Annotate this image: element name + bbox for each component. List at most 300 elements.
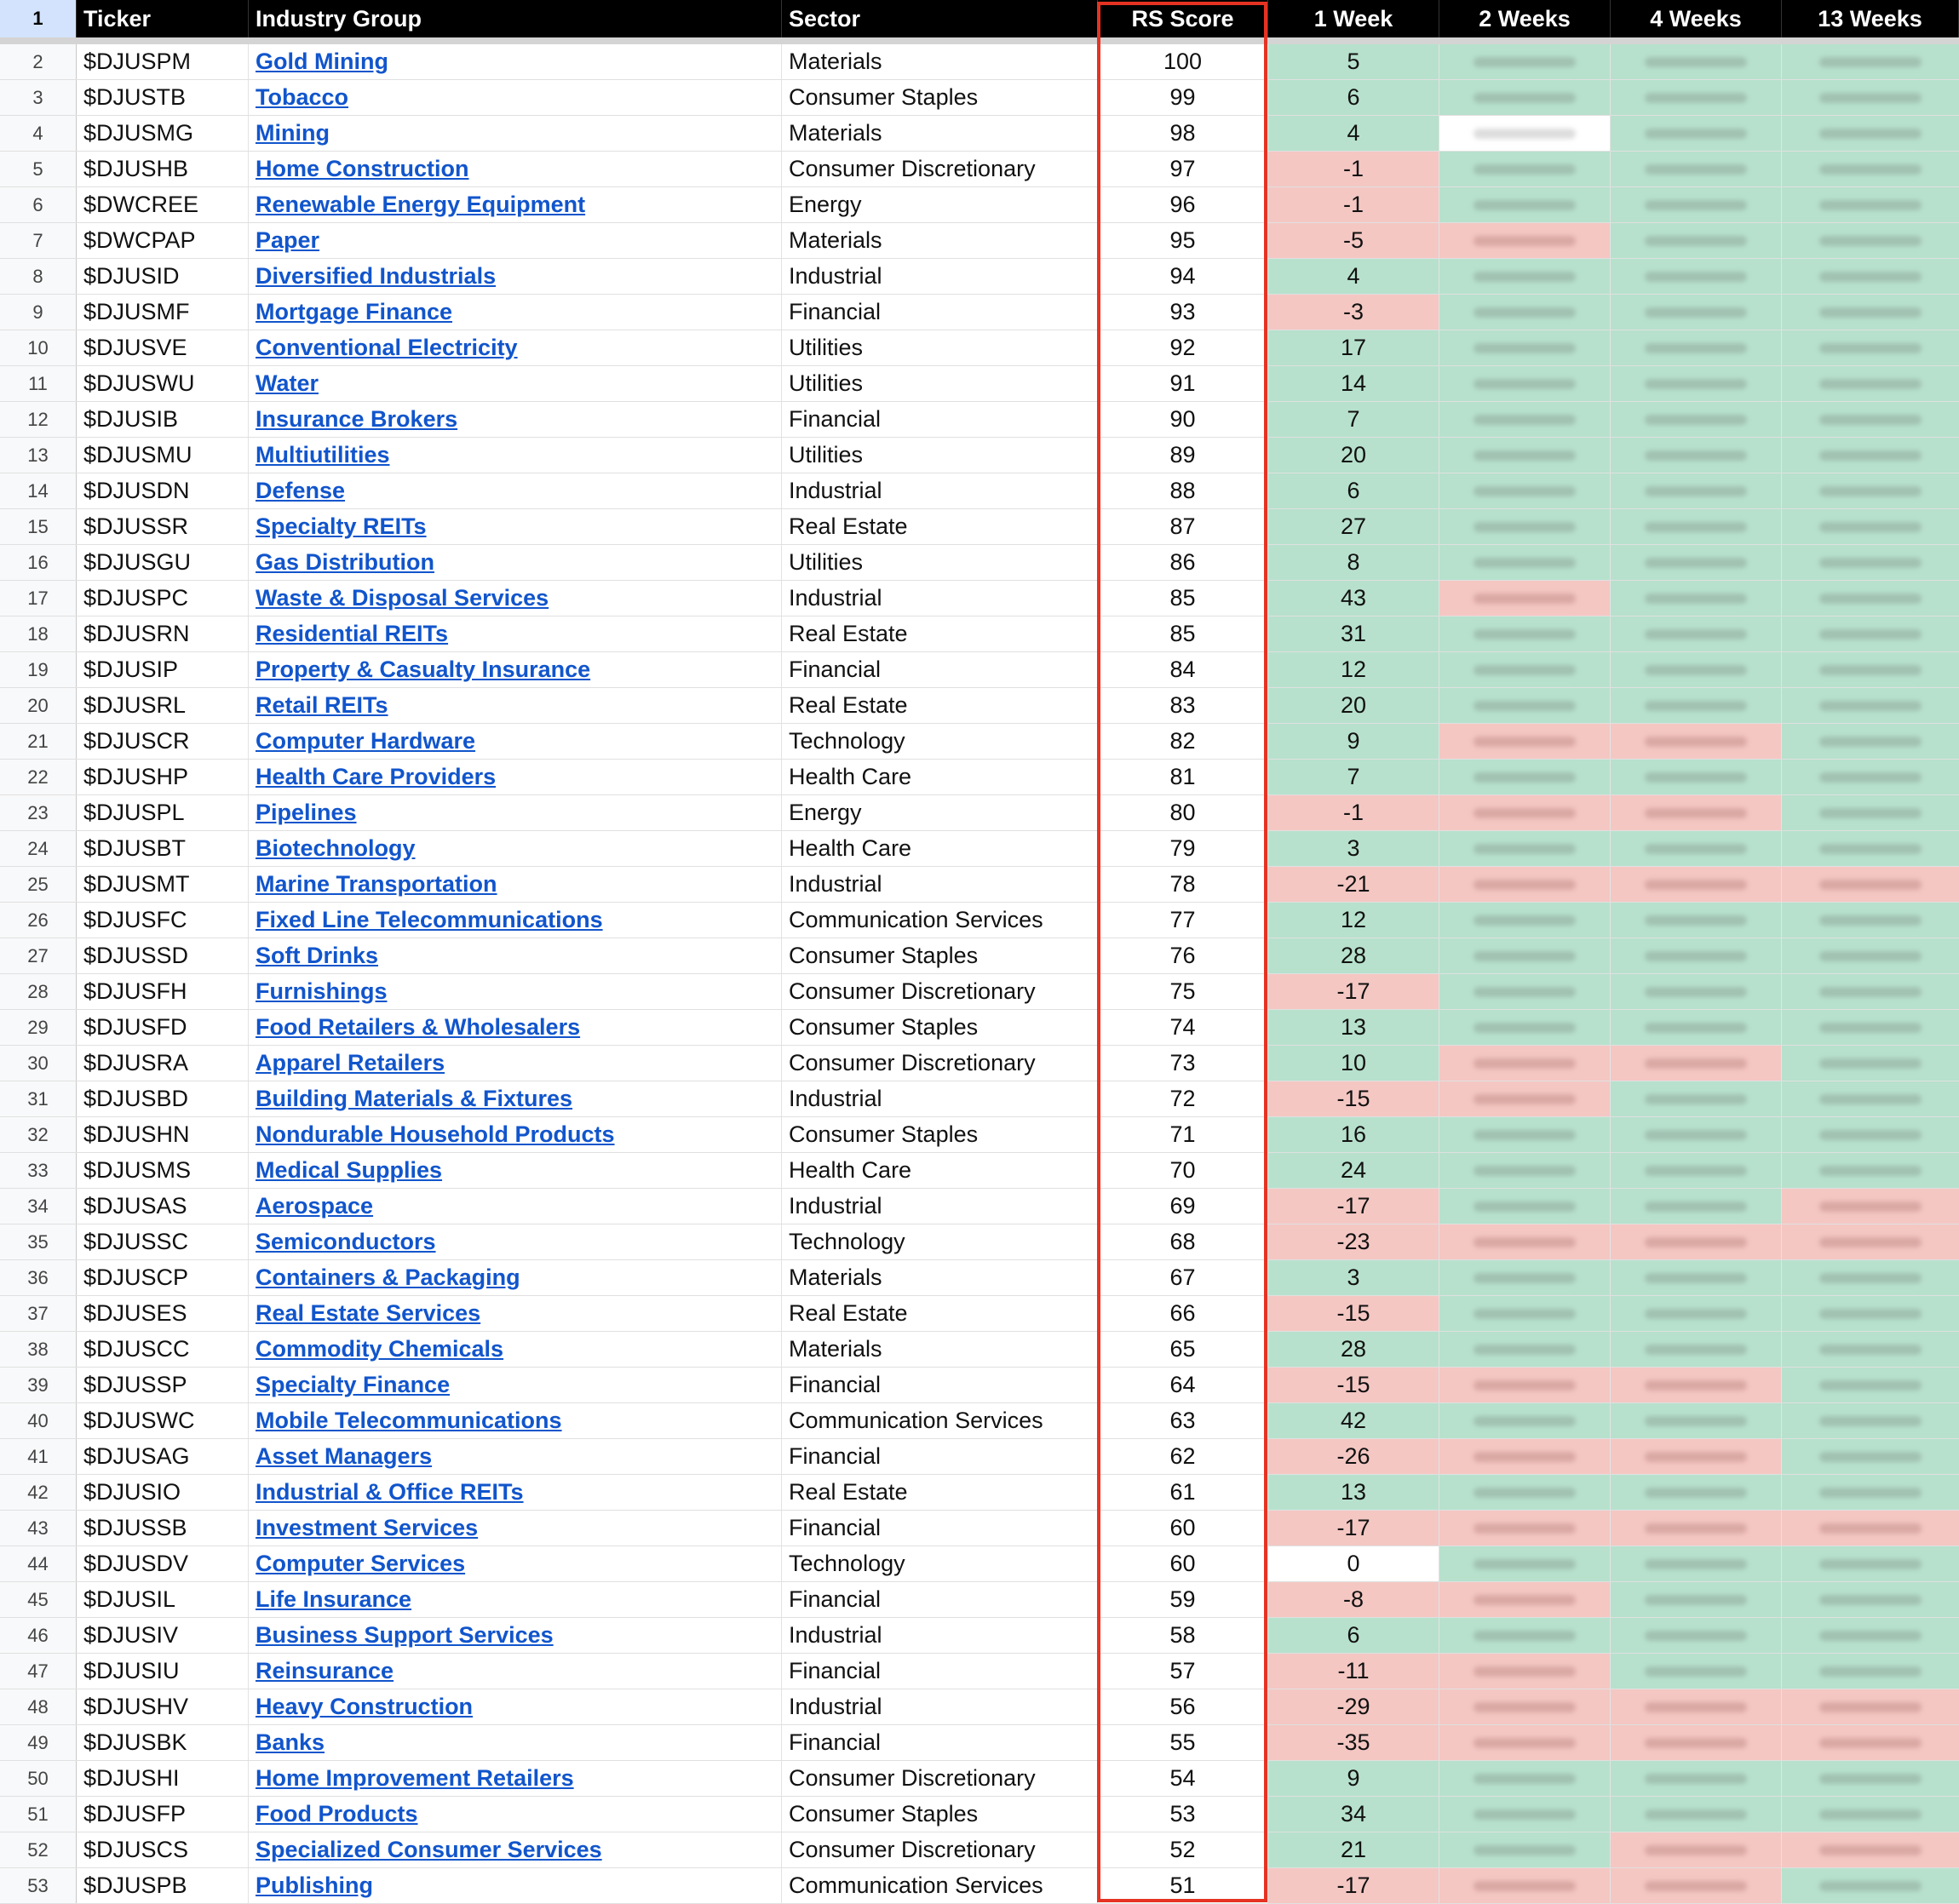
ticker-cell[interactable]: $DJUSIL	[77, 1582, 249, 1617]
change-1-week-cell[interactable]: 28	[1268, 938, 1439, 973]
industry-group-link[interactable]: Medical Supplies	[256, 1157, 443, 1183]
change-13-weeks-cell[interactable]	[1782, 1511, 1959, 1546]
row-number[interactable]: 17	[0, 581, 77, 616]
change-4-weeks-cell[interactable]	[1611, 1081, 1782, 1116]
column-header-4-weeks[interactable]: 4 Weeks	[1611, 0, 1782, 37]
rs-score-cell[interactable]: 51	[1098, 1868, 1268, 1903]
industry-group-link[interactable]: Paper	[256, 227, 320, 253]
industry-group-link[interactable]: Renewable Energy Equipment	[256, 192, 586, 217]
industry-group-cell[interactable]	[249, 903, 782, 938]
change-1-week-cell[interactable]: 0	[1268, 1546, 1439, 1581]
change-1-week-cell[interactable]: 13	[1268, 1475, 1439, 1510]
change-13-weeks-cell[interactable]	[1782, 187, 1959, 222]
industry-group-cell[interactable]	[249, 509, 782, 544]
change-4-weeks-cell[interactable]	[1611, 1618, 1782, 1653]
change-4-weeks-cell[interactable]	[1611, 1546, 1782, 1581]
change-13-weeks-cell[interactable]	[1782, 1189, 1959, 1224]
rs-score-cell[interactable]: 60	[1098, 1546, 1268, 1581]
change-1-week-cell[interactable]: 14	[1268, 366, 1439, 401]
change-13-weeks-cell[interactable]	[1782, 1403, 1959, 1438]
industry-group-link[interactable]: Specialized Consumer Services	[256, 1837, 602, 1862]
sector-cell[interactable]: Energy	[782, 795, 1098, 830]
industry-group-link[interactable]: Diversified Industrials	[256, 263, 497, 289]
change-13-weeks-cell[interactable]	[1782, 1618, 1959, 1653]
change-13-weeks-cell[interactable]	[1782, 1439, 1959, 1474]
sector-cell[interactable]: Communication Services	[782, 1403, 1098, 1438]
ticker-cell[interactable]: $DJUSDV	[77, 1546, 249, 1581]
row-number[interactable]: 53	[0, 1868, 77, 1903]
sector-cell[interactable]: Consumer Discretionary	[782, 1046, 1098, 1081]
rs-score-cell[interactable]: 90	[1098, 402, 1268, 437]
sector-cell[interactable]: Materials	[782, 44, 1098, 79]
industry-group-link[interactable]: Commodity Chemicals	[256, 1336, 504, 1362]
sector-cell[interactable]: Financial	[782, 1511, 1098, 1546]
ticker-cell[interactable]: $DJUSIV	[77, 1618, 249, 1653]
row-number[interactable]: 16	[0, 545, 77, 580]
row-number[interactable]: 36	[0, 1260, 77, 1295]
sector-cell[interactable]: Real Estate	[782, 617, 1098, 651]
industry-group-cell[interactable]	[249, 831, 782, 866]
rs-score-cell[interactable]: 98	[1098, 116, 1268, 151]
sector-cell[interactable]: Utilities	[782, 438, 1098, 473]
row-number[interactable]: 35	[0, 1224, 77, 1259]
change-4-weeks-cell[interactable]	[1611, 1689, 1782, 1724]
industry-group-cell[interactable]	[249, 152, 782, 186]
change-4-weeks-cell[interactable]	[1611, 1332, 1782, 1367]
rs-score-cell[interactable]: 75	[1098, 974, 1268, 1009]
ticker-cell[interactable]: $DJUSSB	[77, 1511, 249, 1546]
ticker-cell[interactable]: $DJUSIB	[77, 402, 249, 437]
row-number[interactable]: 44	[0, 1546, 77, 1581]
change-13-weeks-cell[interactable]	[1782, 1296, 1959, 1331]
industry-group-cell[interactable]	[249, 1868, 782, 1903]
change-13-weeks-cell[interactable]	[1782, 1475, 1959, 1510]
industry-group-link[interactable]: Home Construction	[256, 156, 469, 181]
change-4-weeks-cell[interactable]	[1611, 867, 1782, 902]
change-1-week-cell[interactable]: -1	[1268, 795, 1439, 830]
change-2-weeks-cell[interactable]	[1439, 473, 1611, 508]
rs-score-cell[interactable]: 69	[1098, 1189, 1268, 1224]
change-2-weeks-cell[interactable]	[1439, 1475, 1611, 1510]
change-13-weeks-cell[interactable]	[1782, 867, 1959, 902]
industry-group-cell[interactable]	[249, 760, 782, 794]
industry-group-cell[interactable]	[249, 1332, 782, 1367]
change-2-weeks-cell[interactable]	[1439, 1189, 1611, 1224]
rs-score-cell[interactable]: 91	[1098, 366, 1268, 401]
ticker-cell[interactable]: $DJUSMS	[77, 1153, 249, 1188]
rs-score-cell[interactable]: 76	[1098, 938, 1268, 973]
change-4-weeks-cell[interactable]	[1611, 152, 1782, 186]
column-header-rs-score[interactable]: RS Score	[1098, 0, 1268, 37]
ticker-cell[interactable]: $DJUSPM	[77, 44, 249, 79]
change-2-weeks-cell[interactable]	[1439, 1117, 1611, 1152]
rs-score-cell[interactable]: 94	[1098, 259, 1268, 294]
industry-group-cell[interactable]	[249, 1010, 782, 1045]
change-4-weeks-cell[interactable]	[1611, 509, 1782, 544]
rs-score-cell[interactable]: 52	[1098, 1832, 1268, 1867]
rs-score-cell[interactable]: 59	[1098, 1582, 1268, 1617]
change-2-weeks-cell[interactable]	[1439, 1153, 1611, 1188]
change-2-weeks-cell[interactable]	[1439, 295, 1611, 330]
industry-group-link[interactable]: Industrial & Office REITs	[256, 1479, 524, 1505]
industry-group-cell[interactable]	[249, 1475, 782, 1510]
change-13-weeks-cell[interactable]	[1782, 44, 1959, 79]
sector-cell[interactable]: Health Care	[782, 831, 1098, 866]
change-13-weeks-cell[interactable]	[1782, 1761, 1959, 1796]
sector-cell[interactable]: Health Care	[782, 1153, 1098, 1188]
sector-cell[interactable]: Technology	[782, 1546, 1098, 1581]
row-number[interactable]: 8	[0, 259, 77, 294]
column-header-1-week[interactable]: 1 Week	[1268, 0, 1439, 37]
change-13-weeks-cell[interactable]	[1782, 652, 1959, 687]
change-2-weeks-cell[interactable]	[1439, 1403, 1611, 1438]
industry-group-cell[interactable]	[249, 1761, 782, 1796]
industry-group-cell[interactable]	[249, 44, 782, 79]
industry-group-link[interactable]: Investment Services	[256, 1515, 479, 1540]
change-2-weeks-cell[interactable]	[1439, 1654, 1611, 1689]
change-13-weeks-cell[interactable]	[1782, 223, 1959, 258]
rs-score-cell[interactable]: 79	[1098, 831, 1268, 866]
change-13-weeks-cell[interactable]	[1782, 1153, 1959, 1188]
sector-cell[interactable]: Energy	[782, 187, 1098, 222]
ticker-cell[interactable]: $DJUSID	[77, 259, 249, 294]
change-13-weeks-cell[interactable]	[1782, 1117, 1959, 1152]
row-number[interactable]: 49	[0, 1725, 77, 1760]
change-1-week-cell[interactable]: -15	[1268, 1081, 1439, 1116]
change-13-weeks-cell[interactable]	[1782, 1654, 1959, 1689]
change-13-weeks-cell[interactable]	[1782, 724, 1959, 759]
change-1-week-cell[interactable]: 4	[1268, 259, 1439, 294]
industry-group-cell[interactable]	[249, 402, 782, 437]
industry-group-cell[interactable]	[249, 1546, 782, 1581]
rs-score-cell[interactable]: 100	[1098, 44, 1268, 79]
industry-group-link[interactable]: Home Improvement Retailers	[256, 1765, 574, 1791]
change-2-weeks-cell[interactable]	[1439, 652, 1611, 687]
ticker-cell[interactable]: $DWCREE	[77, 187, 249, 222]
row-number[interactable]: 2	[0, 44, 77, 79]
change-13-weeks-cell[interactable]	[1782, 366, 1959, 401]
row-number[interactable]: 45	[0, 1582, 77, 1617]
rs-score-cell[interactable]: 62	[1098, 1439, 1268, 1474]
change-4-weeks-cell[interactable]	[1611, 1797, 1782, 1832]
change-2-weeks-cell[interactable]	[1439, 545, 1611, 580]
change-1-week-cell[interactable]: 10	[1268, 1046, 1439, 1081]
change-13-weeks-cell[interactable]	[1782, 152, 1959, 186]
rs-score-cell[interactable]: 82	[1098, 724, 1268, 759]
sector-cell[interactable]: Consumer Staples	[782, 1797, 1098, 1832]
change-1-week-cell[interactable]: -5	[1268, 223, 1439, 258]
change-4-weeks-cell[interactable]	[1611, 1725, 1782, 1760]
row-number[interactable]: 3	[0, 80, 77, 115]
change-13-weeks-cell[interactable]	[1782, 1546, 1959, 1581]
row-number[interactable]: 41	[0, 1439, 77, 1474]
change-1-week-cell[interactable]: 21	[1268, 1832, 1439, 1867]
row-number[interactable]: 9	[0, 295, 77, 330]
ticker-cell[interactable]: $DJUSHP	[77, 760, 249, 794]
ticker-cell[interactable]: $DJUSWU	[77, 366, 249, 401]
change-4-weeks-cell[interactable]	[1611, 80, 1782, 115]
change-4-weeks-cell[interactable]	[1611, 903, 1782, 938]
change-4-weeks-cell[interactable]	[1611, 223, 1782, 258]
ticker-cell[interactable]: $DJUSVE	[77, 330, 249, 365]
change-4-weeks-cell[interactable]	[1611, 1296, 1782, 1331]
change-2-weeks-cell[interactable]	[1439, 581, 1611, 616]
ticker-cell[interactable]: $DJUSTB	[77, 80, 249, 115]
rs-score-cell[interactable]: 65	[1098, 1332, 1268, 1367]
sector-cell[interactable]: Consumer Discretionary	[782, 1832, 1098, 1867]
change-1-week-cell[interactable]: 12	[1268, 652, 1439, 687]
change-1-week-cell[interactable]: 3	[1268, 831, 1439, 866]
rs-score-cell[interactable]: 67	[1098, 1260, 1268, 1295]
change-4-weeks-cell[interactable]	[1611, 581, 1782, 616]
ticker-cell[interactable]: $DJUSES	[77, 1296, 249, 1331]
industry-group-link[interactable]: Biotechnology	[256, 835, 416, 861]
ticker-cell[interactable]: $DJUSBD	[77, 1081, 249, 1116]
change-4-weeks-cell[interactable]	[1611, 1832, 1782, 1867]
industry-group-link[interactable]: Waste & Disposal Services	[256, 585, 549, 611]
sector-cell[interactable]: Industrial	[782, 1189, 1098, 1224]
ticker-cell[interactable]: $DJUSCP	[77, 1260, 249, 1295]
change-13-weeks-cell[interactable]	[1782, 402, 1959, 437]
change-1-week-cell[interactable]: -15	[1268, 1368, 1439, 1402]
rs-score-cell[interactable]: 57	[1098, 1654, 1268, 1689]
sector-cell[interactable]: Communication Services	[782, 1868, 1098, 1903]
change-1-week-cell[interactable]: 6	[1268, 473, 1439, 508]
change-1-week-cell[interactable]: 31	[1268, 617, 1439, 651]
row-number[interactable]: 46	[0, 1618, 77, 1653]
change-4-weeks-cell[interactable]	[1611, 1260, 1782, 1295]
row-number[interactable]: 32	[0, 1117, 77, 1152]
change-4-weeks-cell[interactable]	[1611, 259, 1782, 294]
change-4-weeks-cell[interactable]	[1611, 330, 1782, 365]
industry-group-link[interactable]: Building Materials & Fixtures	[256, 1086, 573, 1111]
change-1-week-cell[interactable]: 6	[1268, 1618, 1439, 1653]
change-1-week-cell[interactable]: 6	[1268, 80, 1439, 115]
row-number[interactable]: 29	[0, 1010, 77, 1045]
change-2-weeks-cell[interactable]	[1439, 438, 1611, 473]
ticker-cell[interactable]: $DJUSMU	[77, 438, 249, 473]
rs-score-cell[interactable]: 97	[1098, 152, 1268, 186]
change-4-weeks-cell[interactable]	[1611, 1046, 1782, 1081]
row-number[interactable]: 31	[0, 1081, 77, 1116]
change-13-weeks-cell[interactable]	[1782, 1046, 1959, 1081]
sector-cell[interactable]: Consumer Discretionary	[782, 1761, 1098, 1796]
change-4-weeks-cell[interactable]	[1611, 1224, 1782, 1259]
row-number[interactable]: 38	[0, 1332, 77, 1367]
change-2-weeks-cell[interactable]	[1439, 1546, 1611, 1581]
industry-group-link[interactable]: Insurance Brokers	[256, 406, 458, 432]
change-1-week-cell[interactable]: -23	[1268, 1224, 1439, 1259]
industry-group-link[interactable]: Mobile Telecommunications	[256, 1408, 562, 1433]
rs-score-cell[interactable]: 85	[1098, 617, 1268, 651]
industry-group-cell[interactable]	[249, 473, 782, 508]
industry-group-link[interactable]: Reinsurance	[256, 1658, 394, 1683]
change-1-week-cell[interactable]: -8	[1268, 1582, 1439, 1617]
change-2-weeks-cell[interactable]	[1439, 1046, 1611, 1081]
rs-score-cell[interactable]: 86	[1098, 545, 1268, 580]
ticker-cell[interactable]: $DJUSMG	[77, 116, 249, 151]
change-2-weeks-cell[interactable]	[1439, 1439, 1611, 1474]
row-number[interactable]: 22	[0, 760, 77, 794]
industry-group-link[interactable]: Mining	[256, 120, 330, 146]
change-2-weeks-cell[interactable]	[1439, 974, 1611, 1009]
sector-cell[interactable]: Industrial	[782, 473, 1098, 508]
change-4-weeks-cell[interactable]	[1611, 1403, 1782, 1438]
change-13-weeks-cell[interactable]	[1782, 1797, 1959, 1832]
row-number[interactable]: 14	[0, 473, 77, 508]
change-4-weeks-cell[interactable]	[1611, 1439, 1782, 1474]
change-1-week-cell[interactable]: 7	[1268, 402, 1439, 437]
change-2-weeks-cell[interactable]	[1439, 760, 1611, 794]
industry-group-cell[interactable]	[249, 1189, 782, 1224]
change-13-weeks-cell[interactable]	[1782, 795, 1959, 830]
sector-cell[interactable]: Materials	[782, 1332, 1098, 1367]
change-4-weeks-cell[interactable]	[1611, 116, 1782, 151]
ticker-cell[interactable]: $DJUSRN	[77, 617, 249, 651]
change-13-weeks-cell[interactable]	[1782, 1832, 1959, 1867]
change-2-weeks-cell[interactable]	[1439, 617, 1611, 651]
change-4-weeks-cell[interactable]	[1611, 652, 1782, 687]
industry-group-cell[interactable]	[249, 366, 782, 401]
ticker-cell[interactable]: $DJUSHV	[77, 1689, 249, 1724]
rs-score-cell[interactable]: 68	[1098, 1224, 1268, 1259]
industry-group-link[interactable]: Food Retailers & Wholesalers	[256, 1014, 581, 1040]
industry-group-link[interactable]: Residential REITs	[256, 621, 449, 646]
change-1-week-cell[interactable]: 28	[1268, 1332, 1439, 1367]
sector-cell[interactable]: Consumer Staples	[782, 80, 1098, 115]
row-number[interactable]: 4	[0, 116, 77, 151]
rs-score-cell[interactable]: 89	[1098, 438, 1268, 473]
industry-group-link[interactable]: Furnishings	[256, 978, 388, 1004]
industry-group-cell[interactable]	[249, 1832, 782, 1867]
ticker-cell[interactable]: $DJUSFC	[77, 903, 249, 938]
column-header-industry-group[interactable]: Industry Group	[249, 0, 782, 37]
industry-group-link[interactable]: Asset Managers	[256, 1443, 433, 1469]
row-number[interactable]: 40	[0, 1403, 77, 1438]
change-1-week-cell[interactable]: 9	[1268, 724, 1439, 759]
rs-score-cell[interactable]: 83	[1098, 688, 1268, 723]
industry-group-cell[interactable]	[249, 1654, 782, 1689]
ticker-cell[interactable]: $DJUSIU	[77, 1654, 249, 1689]
change-1-week-cell[interactable]: 17	[1268, 330, 1439, 365]
change-1-week-cell[interactable]: -1	[1268, 152, 1439, 186]
ticker-cell[interactable]: $DJUSAG	[77, 1439, 249, 1474]
ticker-cell[interactable]: $DJUSHN	[77, 1117, 249, 1152]
change-1-week-cell[interactable]: -29	[1268, 1689, 1439, 1724]
row-number[interactable]: 6	[0, 187, 77, 222]
sector-cell[interactable]: Financial	[782, 402, 1098, 437]
change-1-week-cell[interactable]: -15	[1268, 1296, 1439, 1331]
change-1-week-cell[interactable]: -3	[1268, 295, 1439, 330]
sector-cell[interactable]: Consumer Staples	[782, 1010, 1098, 1045]
industry-group-cell[interactable]	[249, 974, 782, 1009]
industry-group-cell[interactable]	[249, 1725, 782, 1760]
change-2-weeks-cell[interactable]	[1439, 1868, 1611, 1903]
sector-cell[interactable]: Utilities	[782, 330, 1098, 365]
change-13-weeks-cell[interactable]	[1782, 974, 1959, 1009]
change-13-weeks-cell[interactable]	[1782, 1689, 1959, 1724]
industry-group-cell[interactable]	[249, 1511, 782, 1546]
change-13-weeks-cell[interactable]	[1782, 295, 1959, 330]
ticker-cell[interactable]: $DJUSHI	[77, 1761, 249, 1796]
change-13-weeks-cell[interactable]	[1782, 688, 1959, 723]
sector-cell[interactable]: Technology	[782, 724, 1098, 759]
change-4-weeks-cell[interactable]	[1611, 1010, 1782, 1045]
industry-group-link[interactable]: Retail REITs	[256, 692, 388, 718]
row-number[interactable]: 19	[0, 652, 77, 687]
industry-group-link[interactable]: Aerospace	[256, 1193, 374, 1219]
change-2-weeks-cell[interactable]	[1439, 1296, 1611, 1331]
industry-group-link[interactable]: Life Insurance	[256, 1586, 412, 1612]
rs-score-cell[interactable]: 71	[1098, 1117, 1268, 1152]
industry-group-link[interactable]: Defense	[256, 478, 346, 503]
industry-group-link[interactable]: Computer Services	[256, 1551, 466, 1576]
industry-group-cell[interactable]	[249, 330, 782, 365]
industry-group-link[interactable]: Semiconductors	[256, 1229, 436, 1254]
rs-score-cell[interactable]: 60	[1098, 1511, 1268, 1546]
change-1-week-cell[interactable]: -17	[1268, 1868, 1439, 1903]
column-header-ticker[interactable]: Ticker	[77, 0, 249, 37]
industry-group-cell[interactable]	[249, 1224, 782, 1259]
change-13-weeks-cell[interactable]	[1782, 1081, 1959, 1116]
change-2-weeks-cell[interactable]	[1439, 1511, 1611, 1546]
change-2-weeks-cell[interactable]	[1439, 724, 1611, 759]
row-number[interactable]: 10	[0, 330, 77, 365]
row-number[interactable]: 24	[0, 831, 77, 866]
rs-score-cell[interactable]: 61	[1098, 1475, 1268, 1510]
change-1-week-cell[interactable]: 42	[1268, 1403, 1439, 1438]
change-4-weeks-cell[interactable]	[1611, 1511, 1782, 1546]
sector-cell[interactable]: Financial	[782, 1439, 1098, 1474]
change-4-weeks-cell[interactable]	[1611, 1654, 1782, 1689]
change-2-weeks-cell[interactable]	[1439, 1832, 1611, 1867]
ticker-cell[interactable]: $DJUSPC	[77, 581, 249, 616]
change-4-weeks-cell[interactable]	[1611, 1153, 1782, 1188]
sector-cell[interactable]: Utilities	[782, 545, 1098, 580]
ticker-cell[interactable]: $DJUSFP	[77, 1797, 249, 1832]
industry-group-cell[interactable]	[249, 223, 782, 258]
industry-group-cell[interactable]	[249, 80, 782, 115]
change-4-weeks-cell[interactable]	[1611, 187, 1782, 222]
industry-group-cell[interactable]	[249, 581, 782, 616]
rs-score-cell[interactable]: 66	[1098, 1296, 1268, 1331]
industry-group-cell[interactable]	[249, 545, 782, 580]
change-2-weeks-cell[interactable]	[1439, 1010, 1611, 1045]
industry-group-cell[interactable]	[249, 724, 782, 759]
sector-cell[interactable]: Consumer Discretionary	[782, 974, 1098, 1009]
change-2-weeks-cell[interactable]	[1439, 688, 1611, 723]
industry-group-cell[interactable]	[249, 867, 782, 902]
industry-group-link[interactable]: Business Support Services	[256, 1622, 554, 1648]
industry-group-cell[interactable]	[249, 1081, 782, 1116]
change-2-weeks-cell[interactable]	[1439, 80, 1611, 115]
industry-group-cell[interactable]	[249, 1153, 782, 1188]
ticker-cell[interactable]: $DJUSSD	[77, 938, 249, 973]
change-4-weeks-cell[interactable]	[1611, 295, 1782, 330]
ticker-cell[interactable]: $DJUSFD	[77, 1010, 249, 1045]
change-4-weeks-cell[interactable]	[1611, 974, 1782, 1009]
industry-group-link[interactable]: Gold Mining	[256, 49, 388, 74]
change-4-weeks-cell[interactable]	[1611, 938, 1782, 973]
ticker-cell[interactable]: $DJUSCS	[77, 1832, 249, 1867]
row-number[interactable]: 34	[0, 1189, 77, 1224]
change-13-weeks-cell[interactable]	[1782, 617, 1959, 651]
change-1-week-cell[interactable]: 5	[1268, 44, 1439, 79]
sector-cell[interactable]: Industrial	[782, 259, 1098, 294]
change-13-weeks-cell[interactable]	[1782, 509, 1959, 544]
change-2-weeks-cell[interactable]	[1439, 831, 1611, 866]
change-1-week-cell[interactable]: 13	[1268, 1010, 1439, 1045]
